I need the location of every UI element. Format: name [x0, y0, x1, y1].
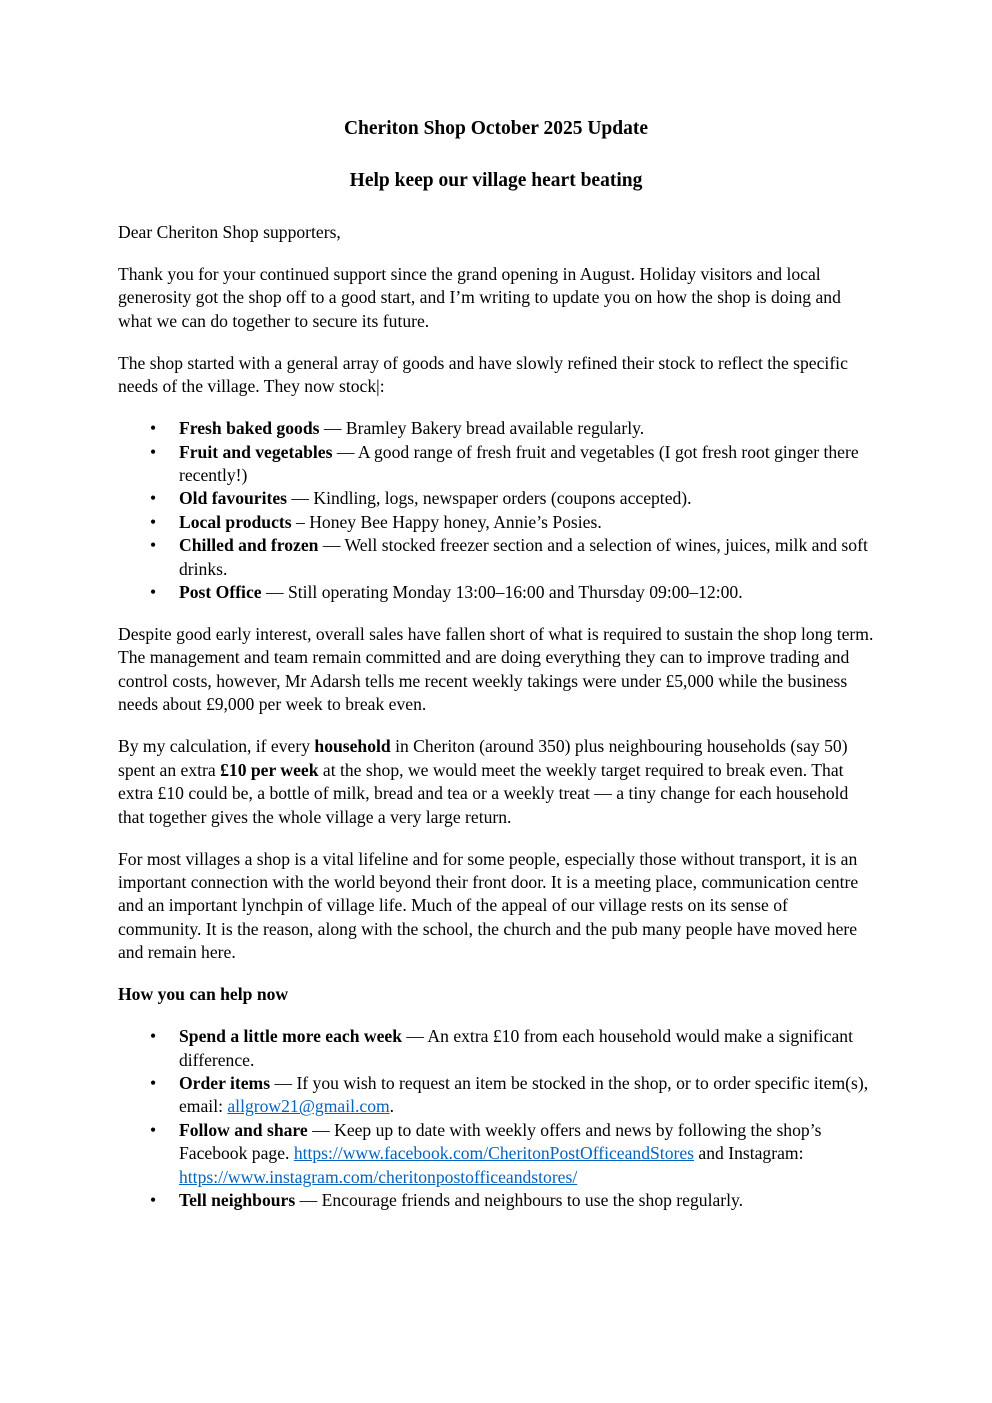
item-desc: — A good range of fresh fruit and vegetables (I got fresh root ginger there recently!): [179, 441, 859, 486]
page-subtitle: Help keep our village heart beating: [349, 170, 643, 191]
list-item-tell-neighbours: [179, 1189, 874, 1212]
calc-run: at the shop, we would meet the weekly target required to break even. That extra £10 could be, a bottle of milk, bread and tea or a weekly treat — a tiny change for each household that together gives the whole village a very large return.: [118, 759, 849, 827]
paragraph-lifeline: For most villages a shop is a vital lifeline and for some people, especially those without transport, it is an important connection with the world beyond their front door. It is a meeting place, communication centre and an important lynchpin of village life. Much of the appeal of our village rests on its sense of community. It is the reason, along with the school, the church and the pub many people have moved here and remain here.: [118, 848, 859, 963]
item-term: Local products: [179, 511, 292, 532]
item-desc: — Keep up to date with weekly offers and news by following the shop’s Facebook page.: [179, 1119, 822, 1164]
list-item-post-office: [179, 581, 874, 604]
calc-bold-ten-per-week: £10 per week: [220, 759, 319, 780]
list-item-follow-and-share: [179, 1119, 874, 1189]
paragraph-stock-intro: [118, 352, 874, 399]
list-item-old-favourites: [179, 487, 874, 510]
list-item-order-items: [179, 1072, 874, 1119]
paragraph-thanks: Thank you for your continued support since the grand opening in August. Holiday visitors and local generosity got the shop off to a good start, and I’m writing to update you on how the shop is doing and what we can do together to secure its future.: [118, 264, 841, 331]
item-desc: — Still operating Monday 13:00–16:00 and Thursday 09:00–12:00.: [261, 582, 743, 603]
email-link[interactable]: allgrow21@gmail.com: [227, 1096, 390, 1117]
list-item-fresh-baked-goods: [179, 417, 874, 440]
item-term: Chilled and frozen: [179, 535, 319, 556]
list-item-fruit-and-vegetables: [179, 441, 874, 488]
item-desc: — Well stocked freezer section and a selection of wines, juices, milk and soft drinks.: [179, 535, 868, 579]
item-term: Order items: [179, 1072, 271, 1093]
item-desc: .: [389, 1096, 395, 1117]
list-item-local-products: [179, 511, 874, 534]
item-term: Old favourites: [179, 488, 288, 509]
list-item-spend-more: [179, 1025, 874, 1072]
paragraph-sales: Despite good early interest, overall sales have fallen short of what is required to sustain the shop long term. The management and team remain committed and are doing everything they can to improve trading and control costs, however, Mr Adarsh tells me recent weekly takings were under £5,000 while the business needs about £9,000 per week to break even.: [118, 624, 874, 715]
help-list: [118, 1025, 874, 1212]
instagram-link[interactable]: https://www.instagram.com/cheritonpostofficeandstores/: [179, 1166, 578, 1187]
stock-intro-colon: :: [379, 376, 385, 397]
item-desc: and Instagram:: [694, 1143, 804, 1164]
list-item-chilled-and-frozen: [179, 534, 874, 581]
item-desc: — Kindling, logs, newspaper orders (coupons accepted).: [287, 488, 692, 509]
item-term: Post Office: [179, 582, 262, 603]
paragraph-calculation: [118, 735, 874, 829]
item-term: Spend a little more each week: [179, 1026, 402, 1047]
calc-run: By my calculation, if every: [118, 736, 315, 757]
item-term: Fresh baked goods: [179, 418, 320, 439]
stock-intro-text: The shop started with a general array of goods and have slowly refined their stock to reflect the specific needs of the village. They now stock: [118, 352, 848, 397]
item-term: Tell neighbours: [179, 1189, 296, 1210]
item-desc: – Honey Bee Happy honey, Annie’s Posies.: [291, 511, 602, 532]
calc-bold-household: household: [314, 736, 391, 757]
calc-run: in Cheriton (around 350) plus neighbouring households (say 50) spent an extra: [118, 736, 848, 780]
stock-list: [118, 417, 874, 604]
item-term: Follow and share: [179, 1119, 308, 1140]
help-heading: How you can help now: [118, 984, 289, 1005]
text-cursor: |: [376, 376, 380, 397]
item-desc: — An extra £10 from each household would make a significant difference.: [179, 1026, 853, 1070]
facebook-link[interactable]: https://www.facebook.com/CheritonPostOfficeandStores: [293, 1143, 695, 1164]
page-title: Cheriton Shop October 2025 Update: [343, 118, 649, 139]
item-desc: — Bramley Bakery bread available regularly.: [319, 418, 645, 439]
salutation: Dear Cheriton Shop supporters,: [118, 222, 341, 242]
item-desc: — If you wish to request an item be stocked in the shop, or to order specific item(s), email:: [179, 1072, 869, 1117]
item-term: Fruit and vegetables: [179, 441, 333, 462]
item-desc: — Encourage friends and neighbours to use the shop regularly.: [295, 1189, 744, 1210]
